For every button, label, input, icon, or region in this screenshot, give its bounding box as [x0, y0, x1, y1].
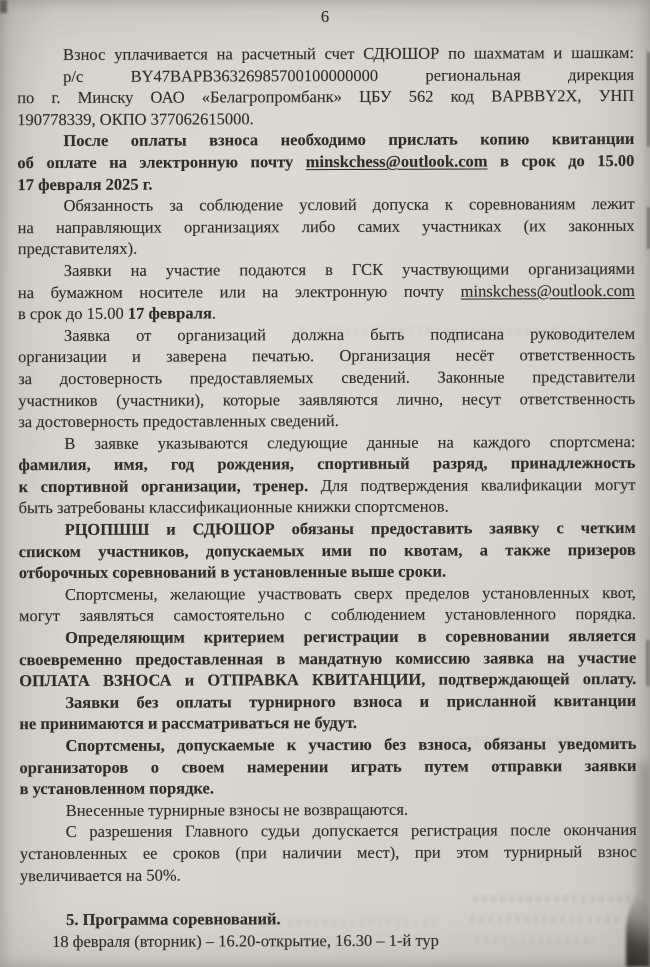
text-segment: об оплате на электронную почту [17, 152, 306, 173]
text-segment: В заявке указываются следующие данные на каждого спортсмена: [64, 431, 636, 453]
text-line [18, 215, 635, 239]
text-segment: Спортсмены, желающие участвовать сверх пределов установленных квот, [64, 582, 636, 604]
text-line [17, 150, 634, 174]
text-segment: не принимаются и рассматриваться не будут. [19, 713, 357, 734]
para-application-signature [18, 323, 635, 433]
text-line [20, 776, 637, 800]
text-line [17, 85, 634, 109]
text-line [18, 236, 635, 260]
text-segment: участников (участники), которые заявляются лично, несут ответственность [18, 388, 636, 410]
text-segment: своевременно предоставленная в мандатную комиссию заявка на участие [19, 647, 637, 669]
text-line [19, 582, 636, 606]
text-segment: 17 февраля 2025 г. [17, 174, 153, 194]
para-admission-responsibility [18, 193, 635, 260]
para-payment-account [17, 42, 634, 131]
text-segment: 190778339, ОКПО 377062615000. [17, 109, 254, 129]
text-segment: 5. Программа соревнований. [66, 909, 281, 930]
document-text [17, 42, 637, 952]
text-line [17, 128, 634, 152]
text-segment: за достоверность предоставленных сведений. [18, 411, 339, 432]
text-line [19, 625, 636, 649]
email-text: minskchess@outlook.com [305, 151, 488, 172]
para-no-refund [20, 798, 637, 822]
text-line [18, 279, 635, 303]
text-segment: могут заявляться самостоятельно с соблюдением установленного порядка. [18, 604, 637, 626]
text-segment: представителях). [17, 239, 138, 259]
text-line [18, 387, 635, 411]
text-segment: в срок до 15.00 [17, 303, 128, 324]
text-line [17, 172, 634, 196]
paper-edge-shadow-right-lower [646, 640, 650, 686]
text-line [20, 863, 637, 887]
para-free-entry-notice [19, 733, 636, 800]
paper-corner-shadow [638, 762, 650, 912]
text-line [19, 560, 636, 584]
text-line [19, 711, 636, 735]
text-segment: на направляющих организациях либо самих участниках (их законных [17, 215, 635, 237]
text-line [18, 409, 635, 433]
para-late-registration [20, 819, 637, 886]
text-segment: РЦОПШШ и СДЮШОР обязаны предоставить заявку с четким [64, 518, 636, 540]
text-line [19, 603, 636, 627]
text-line [19, 474, 636, 498]
text-segment: к спортивной организации, тренер. [18, 475, 309, 496]
text-segment: по г. Минску ОАО «Белагропромбанк» ЦБУ 562 код BAPBBY2X, УНП [17, 86, 635, 108]
text-line [18, 431, 635, 455]
text-segment: ОПЛАТА ВЗНОСА и ОТПРАВКА КВИТАНЦИИ, подтверждающей оплату. [19, 669, 637, 691]
text-segment: организации и заверена печатью. Организация несёт ответственность [18, 345, 636, 367]
text-segment: увеличивается на 50%. [19, 865, 181, 885]
text-line [20, 798, 637, 822]
para-rcopshsh-quota [19, 517, 636, 584]
text-line [19, 668, 636, 692]
text-line [20, 819, 637, 843]
text-segment: фамилия, имя, год рождения, спортивный разряд, принадлежность [18, 453, 636, 475]
text-line [18, 366, 635, 390]
text-segment: на бумажном носителе или на электронную почту [17, 281, 461, 302]
text-line [18, 193, 635, 217]
text-segment: в срок до 15.00 [487, 150, 635, 171]
text-line [18, 258, 635, 282]
para-registration-criterion [19, 625, 636, 692]
text-segment: за достоверность предоставляемых сведений. Законные представители [18, 366, 636, 389]
text-segment: Взнос уплачивается на расчетный счет СДЮШОР по шахматам и шашкам: [63, 42, 635, 64]
text-segment: Внесенные турнирные взносы не возвращаются. [65, 799, 409, 820]
text-segment: быть затребованы классификационные книжки спортсменов. [18, 497, 449, 518]
text-line [20, 929, 637, 953]
text-line [18, 323, 635, 347]
text-line [19, 495, 636, 519]
page-number: 6 [320, 7, 330, 26]
text-segment: в установленном порядке. [19, 778, 214, 799]
text-line [19, 539, 636, 563]
text-line [19, 647, 636, 671]
text-segment: Заявка от организаций должна быть подписана руководителем [63, 323, 636, 345]
text-segment: р/с BY47BAPB36326985700100000000 региональная дирекция [63, 64, 635, 86]
text-segment: Заявки без оплаты турнирного взноса и присланной квитанции [65, 690, 637, 712]
para-applications-submission [18, 258, 635, 325]
text-segment: 18 февраля (вторник) – 16.20-открытие, 16.30 – 1-й тур [52, 930, 439, 951]
text-line [17, 107, 634, 131]
section-heading-program [20, 907, 637, 931]
para-over-quota [19, 582, 636, 627]
text-line [20, 907, 637, 931]
text-segment: Определяющим критерием регистрации в соревновании является [65, 625, 637, 647]
para-schedule-feb18 [20, 929, 637, 953]
text-line [19, 755, 636, 779]
text-line [19, 690, 636, 714]
para-no-payment-no-entry [19, 690, 636, 735]
text-segment: отборочных соревнований в установленные выше сроки. [18, 561, 447, 583]
para-application-data [18, 431, 635, 520]
text-line [19, 733, 636, 757]
text-segment: Спортсмены, допускаемые к участию без взноса, обязаны уведомить [65, 733, 637, 755]
text-segment: Для подтверждения квалификации могут [308, 474, 636, 495]
text-segment: организаторов о своем намерении играть путем отправки заявки [19, 755, 637, 777]
text-segment: списком участников, допускаемых ими по квотам, а также призеров [18, 539, 636, 561]
text-line [17, 64, 634, 88]
text-segment: Обязанность за соблюдение условий допуска к соревнованиям лежит [63, 194, 635, 216]
text-line [18, 452, 635, 476]
email-text: minskchess@outlook.com [460, 280, 635, 301]
text-line [18, 344, 635, 368]
text-segment: установленных ее сроков (при наличии мест), при этом турнирный взнос [19, 841, 637, 864]
text-segment: С разрешения Главного судьи допускается регистрация после окончания [65, 820, 637, 842]
text-line [18, 301, 635, 325]
text-line [17, 42, 634, 66]
text-line [20, 841, 637, 865]
text-segment: После оплаты взноса необходимо прислать копию квитанции [63, 129, 635, 151]
text-segment: 17 февраля [127, 303, 212, 323]
text-segment: Заявки на участие подаются в ГСК участвующими организациями [63, 258, 635, 280]
text-line [19, 517, 636, 541]
para-receipt-required [17, 128, 634, 195]
text-segment: . [211, 303, 217, 323]
